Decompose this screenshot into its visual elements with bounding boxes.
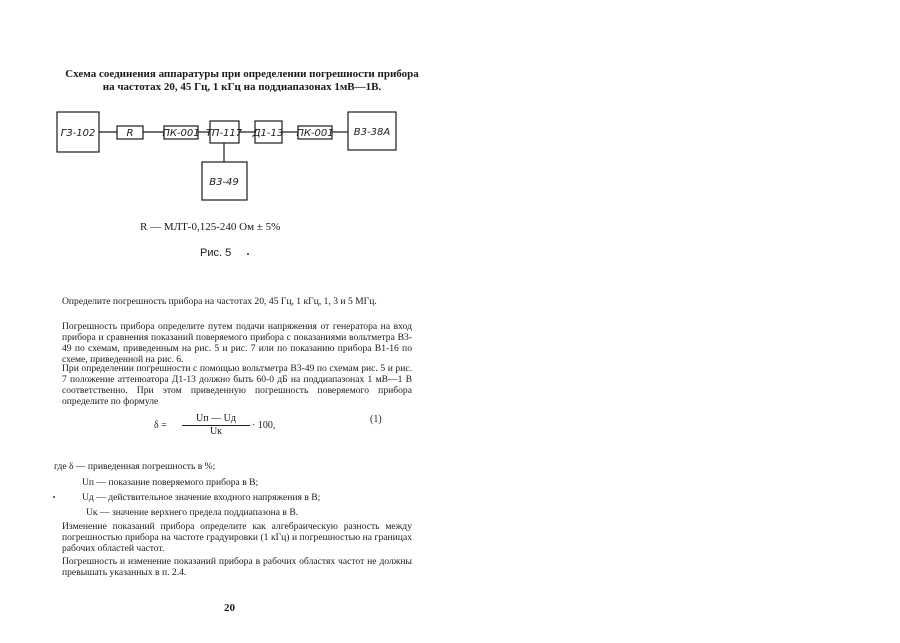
- paragraph-1: Определите погрешность прибора на частотах 20, 45 Гц, 1 кГц, 1, 3 и 5 МГц.: [62, 296, 377, 307]
- paragraph-4: Изменение показаний прибора определите как алгебраическую разность между погрешностью прибора на частоте градуировки (1 кГц) и погрешностью на границах рабочих областей частот.: [62, 521, 412, 554]
- resistor-note: R — МЛТ-0,125-240 Ом ± 5%: [140, 221, 281, 233]
- figure-label: Рис. 5: [200, 247, 232, 259]
- formula-fraction: [182, 413, 250, 438]
- formula-symbol: δ =: [154, 420, 167, 431]
- attenuator1-label: ПК-001: [162, 128, 200, 139]
- legend-un: Uп — показание поверяемого прибора в В;: [82, 477, 259, 488]
- generator-label: ГЗ-102: [60, 128, 96, 139]
- formula-number: (1): [370, 414, 382, 425]
- target-label: В3-38А: [353, 127, 391, 138]
- paragraph-3: При определении погрешности с помощью вольтметра В3-49 по схемам рис. 5 и рис. 7 положение аттенюатора Д1-13 должно быть 60-0 дБ на поддиапазонах 1 мВ—1 В соответственно. При этом приведенную погрешность поверяемого прибора определите по формуле: [62, 363, 412, 407]
- legend-uk: Uк — значение верхнего предела поддиапазона в В.: [86, 507, 299, 518]
- voltmeter-label: В3-49: [209, 177, 239, 188]
- formula: [140, 413, 400, 439]
- scan-speck: [247, 253, 249, 255]
- divider-label: Д1-13: [252, 128, 284, 139]
- paragraph-5: Погрешность и изменение показаний прибора в рабочих областях частот не должны превышать указанных в п. 2.4.: [62, 556, 412, 578]
- formula-numerator: Uп — Uд: [182, 413, 250, 426]
- legend-ud: Uд — действительное значение входного напряжения в В;: [82, 492, 321, 503]
- resistor-label: R: [126, 128, 134, 139]
- paragraph-2: Погрешность прибора определите путем подачи напряжения от генератора на вход прибора и сравнения показаний поверяемого прибора с показаниями вольтметра В3-49 по схемам, приведенным на рис. 5 и рис. 7 или по показанию прибора В1-16 по схеме, приведенной на рис. 6.: [62, 321, 412, 365]
- attenuator2-label: ПК-001: [296, 128, 334, 139]
- legend-where: где δ — приведенная погрешность в %;: [54, 461, 216, 472]
- formula-tail: · 100,: [252, 420, 276, 431]
- page-number: 20: [224, 602, 235, 614]
- formula-denominator: Uк: [209, 426, 223, 437]
- scan-speck: [53, 496, 55, 498]
- caption-line-1: Схема соединения аппаратуры при определении погрешности прибора: [65, 68, 419, 80]
- caption-line-2: на частотах 20, 45 Гц, 1 кГц на поддиапазонах 1мВ—1В.: [102, 81, 382, 93]
- tee-label: ТП-117: [205, 128, 243, 139]
